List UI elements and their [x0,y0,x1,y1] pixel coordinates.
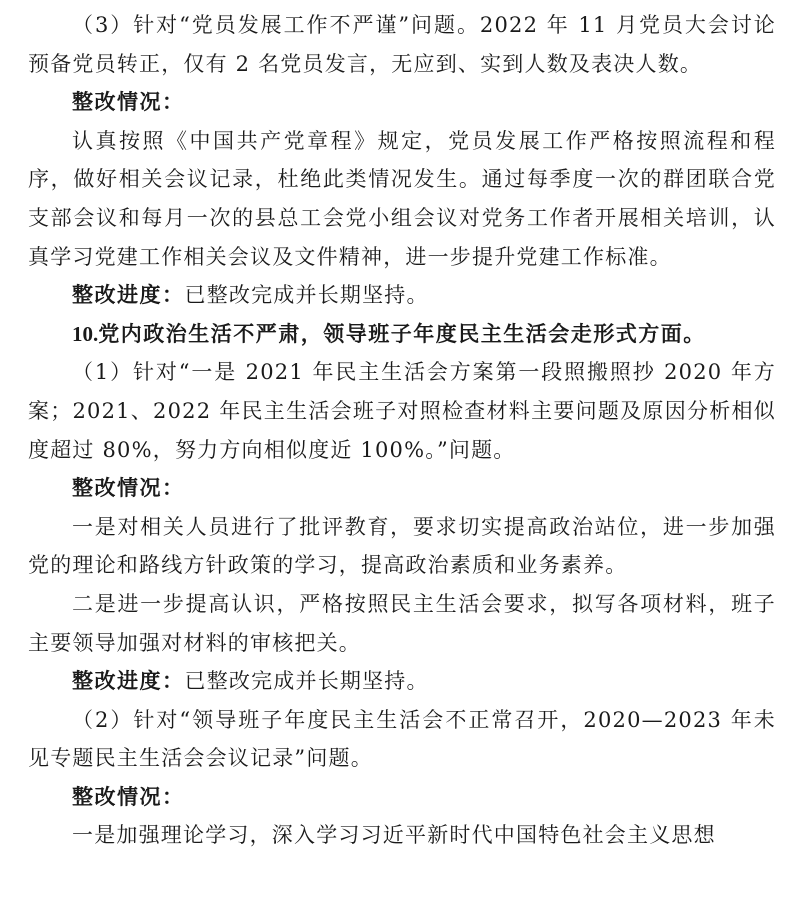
document-page [28,6,776,855]
situation-label: 整改情况： [72,90,185,115]
progress-label: 整改进度： [72,669,185,694]
section10-heading [28,315,776,354]
progress-label: 整改进度： [72,283,185,308]
item3-situation-paragraph: 认真按照《中国共产党章程》规定，党员发展工作严格按照流程和程序，做好相关会议记录，杜绝此类情况发生。通过每季度一次的群团联合党支部会议和每月一次的县总工会党小组会议对党务工作者开展相关培训，认真学习党建工作相关会议及文件精神，进一步提升党建工作标准。 [28,128,776,269]
s10-item1-paragraph: （1）针对“一是 2021 年民主生活会方案第一段照搬照抄 2020 年方案；2021、2022 年民主生活会班子对照检查材料主要问题及原因分析相似度超过 80%，努力方向相似度近 100%。”问题。 [28,360,776,462]
item3-progress-line [28,276,776,315]
section10-number: 10. [72,321,99,346]
section10-title: 党内政治生活不严肃，领导班子年度民主生活会走形式方面。 [98,321,706,346]
s10-item1-progress-line [28,662,776,701]
s10-item1-measure-1: 一是对相关人员进行了批评教育，要求切实提高政治站位，进一步加强党的理论和路线方针政策的学习，提高政治素质和业务素养。 [28,514,776,578]
s10-item1-situation-heading [28,469,776,508]
situation-label: 整改情况： [72,784,185,809]
s10-item1-measure-2: 二是进一步提高认识，严格按照民主生活会要求，拟写各项材料，班子主要领导加强对材料的审核把关。 [28,591,776,655]
situation-label: 整改情况： [72,476,185,501]
progress-value: 已整改完成并长期坚持。 [184,283,429,308]
progress-value: 已整改完成并长期坚持。 [184,669,429,694]
item3-paragraph: （3）针对“党员发展工作不严谨”问题。2022 年 11 月党员大会讨论预备党员转正，仅有 2 名党员发言，无应到、实到人数及表决人数。 [28,13,776,76]
item3-situation-heading [28,83,776,122]
s10-item2-situation-heading [28,778,776,817]
s10-item2-paragraph: （2）针对“领导班子年度民主生活会不正常召开，2020—2023 年未见专题民主生活会会议记录”问题。 [28,707,776,771]
s10-item2-measure-1: 一是加强理论学习，深入学习习近平新时代中国特色社会主义思想 [72,823,716,848]
